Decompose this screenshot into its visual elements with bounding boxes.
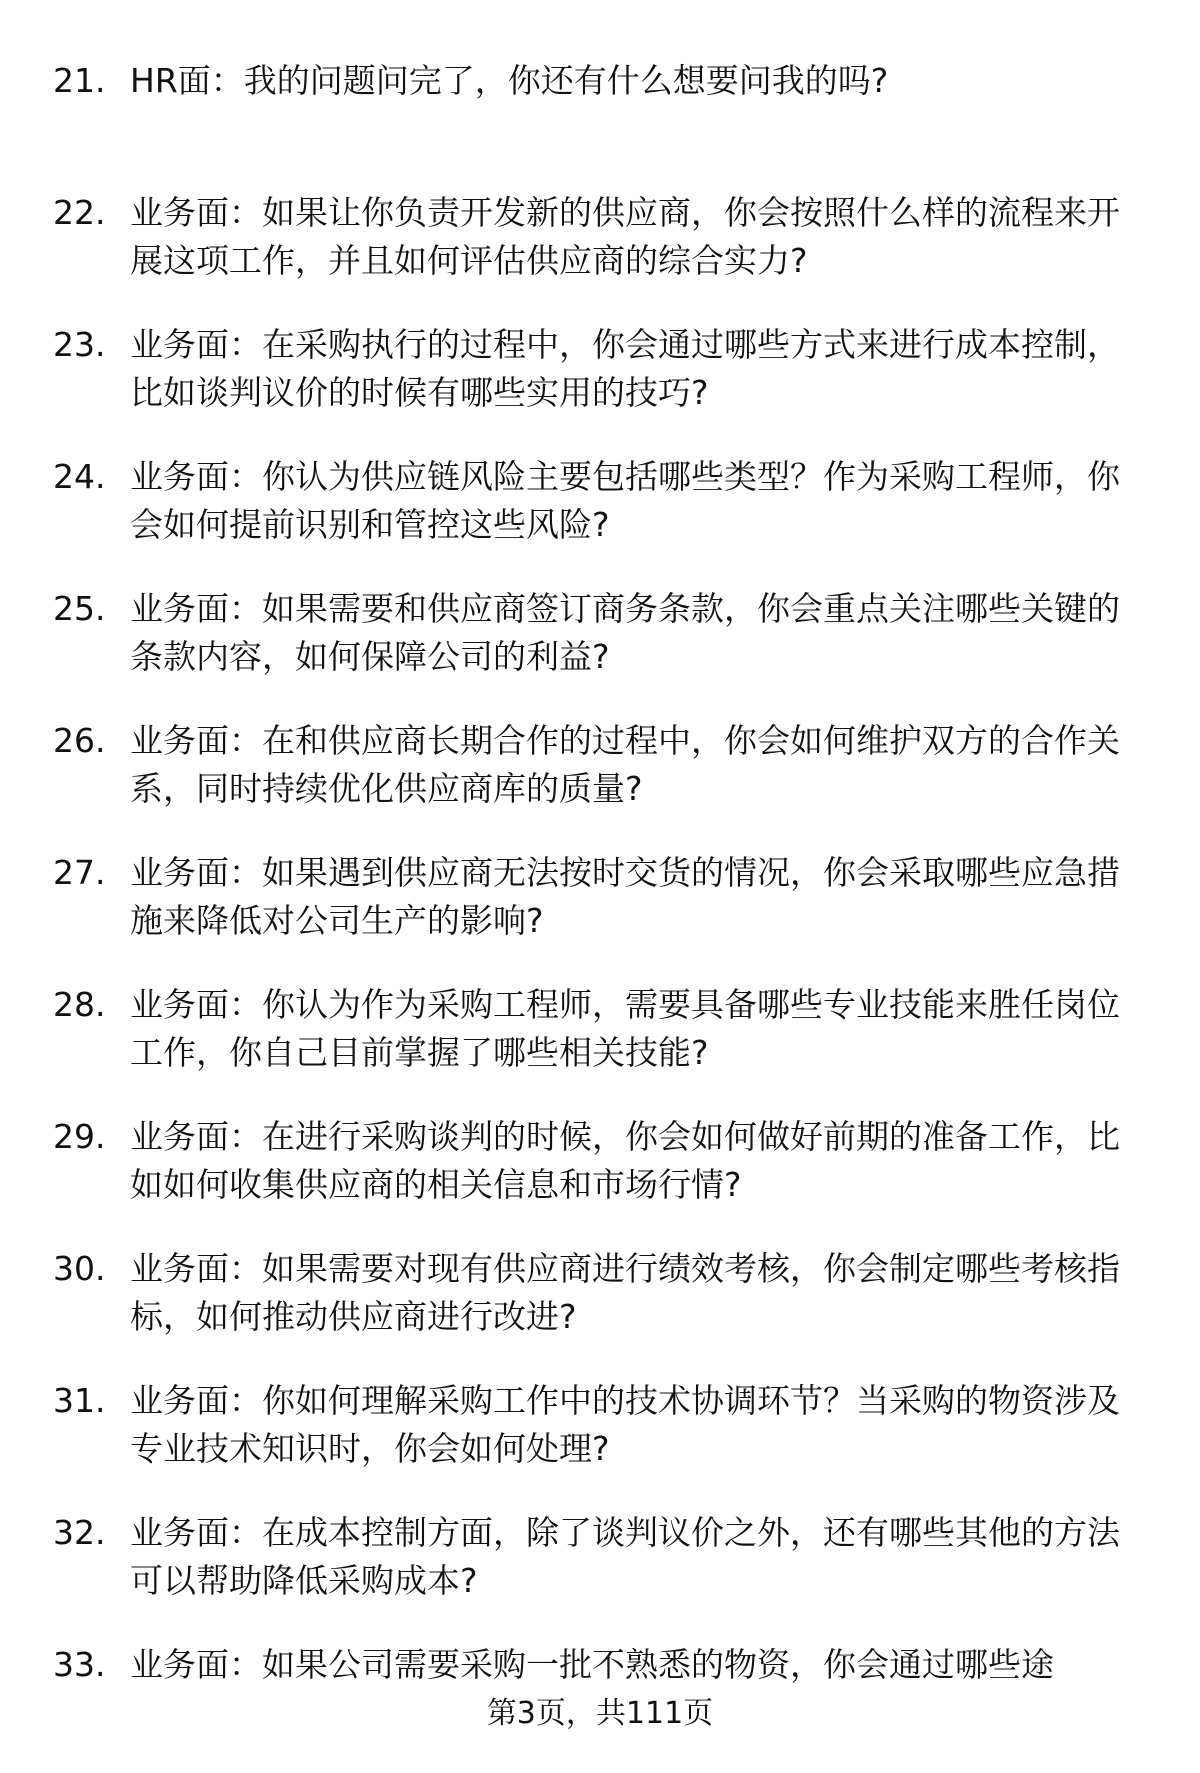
question-item <box>0 981 1200 1113</box>
question-item <box>0 453 1200 585</box>
question-item <box>0 717 1200 849</box>
question-item <box>0 1377 1200 1509</box>
page-number-label: 第3页，共111页 <box>486 1696 714 1731</box>
question-list <box>0 57 1200 1773</box>
question-item <box>0 1509 1200 1641</box>
question-text: 业务面：在成本控制方面，除了谈判议价之外，还有哪些其他的方法可以帮助降低采购成本? <box>130 1513 1120 1600</box>
question-item <box>0 1113 1200 1245</box>
page-footer <box>0 1694 1200 1734</box>
question-item <box>0 585 1200 717</box>
question-text: 业务面：在进行采购谈判的时候，你会如何做好前期的准备工作，比如如何收集供应商的相关信息和市场行情? <box>130 1117 1120 1204</box>
question-item <box>0 321 1200 453</box>
question-text: 业务面：如果公司需要采购一批不熟悉的物资，你会通过哪些途 <box>130 1645 1054 1684</box>
question-text: HR面：我的问题问完了，你还有什么想要问我的吗? <box>130 61 889 100</box>
question-number: 33. <box>53 1645 106 1684</box>
question-item <box>0 1245 1200 1377</box>
question-number: 21. <box>53 61 106 100</box>
question-number: 22. <box>53 193 106 232</box>
question-number: 30. <box>53 1249 106 1288</box>
question-number: 31. <box>53 1381 106 1420</box>
question-text: 业务面：你认为作为采购工程师，需要具备哪些专业技能来胜任岗位工作，你自己目前掌握了哪些相关技能? <box>130 985 1120 1072</box>
question-number: 27. <box>53 853 106 892</box>
question-number: 25. <box>53 589 106 628</box>
question-text: 业务面：你如何理解采购工作中的技术协调环节？当采购的物资涉及专业技术知识时，你会如何处理? <box>130 1381 1120 1468</box>
question-number: 32. <box>53 1513 106 1552</box>
question-item <box>0 57 1200 189</box>
question-text: 业务面：在采购执行的过程中，你会通过哪些方式来进行成本控制，比如谈判议价的时候有哪些实用的技巧? <box>130 325 1120 412</box>
question-text: 业务面：如果需要和供应商签订商务条款，你会重点关注哪些关键的条款内容，如何保障公司的利益? <box>130 589 1120 676</box>
question-text: 业务面：如果让你负责开发新的供应商，你会按照什么样的流程来开展这项工作，并且如何评估供应商的综合实力? <box>130 193 1120 280</box>
question-number: 26. <box>53 721 106 760</box>
question-text: 业务面：你认为供应链风险主要包括哪些类型？作为采购工程师，你会如何提前识别和管控这些风险? <box>130 457 1120 544</box>
question-number: 29. <box>53 1117 106 1156</box>
question-text: 业务面：如果需要对现有供应商进行绩效考核，你会制定哪些考核指标，如何推动供应商进行改进? <box>130 1249 1120 1336</box>
question-item <box>0 849 1200 981</box>
question-number: 24. <box>53 457 106 496</box>
question-text: 业务面：如果遇到供应商无法按时交货的情况，你会采取哪些应急措施来降低对公司生产的影响? <box>130 853 1120 940</box>
question-number: 23. <box>53 325 106 364</box>
question-text: 业务面：在和供应商长期合作的过程中，你会如何维护双方的合作关系，同时持续优化供应商库的质量? <box>130 721 1120 808</box>
question-item <box>0 189 1200 321</box>
question-number: 28. <box>53 985 106 1024</box>
